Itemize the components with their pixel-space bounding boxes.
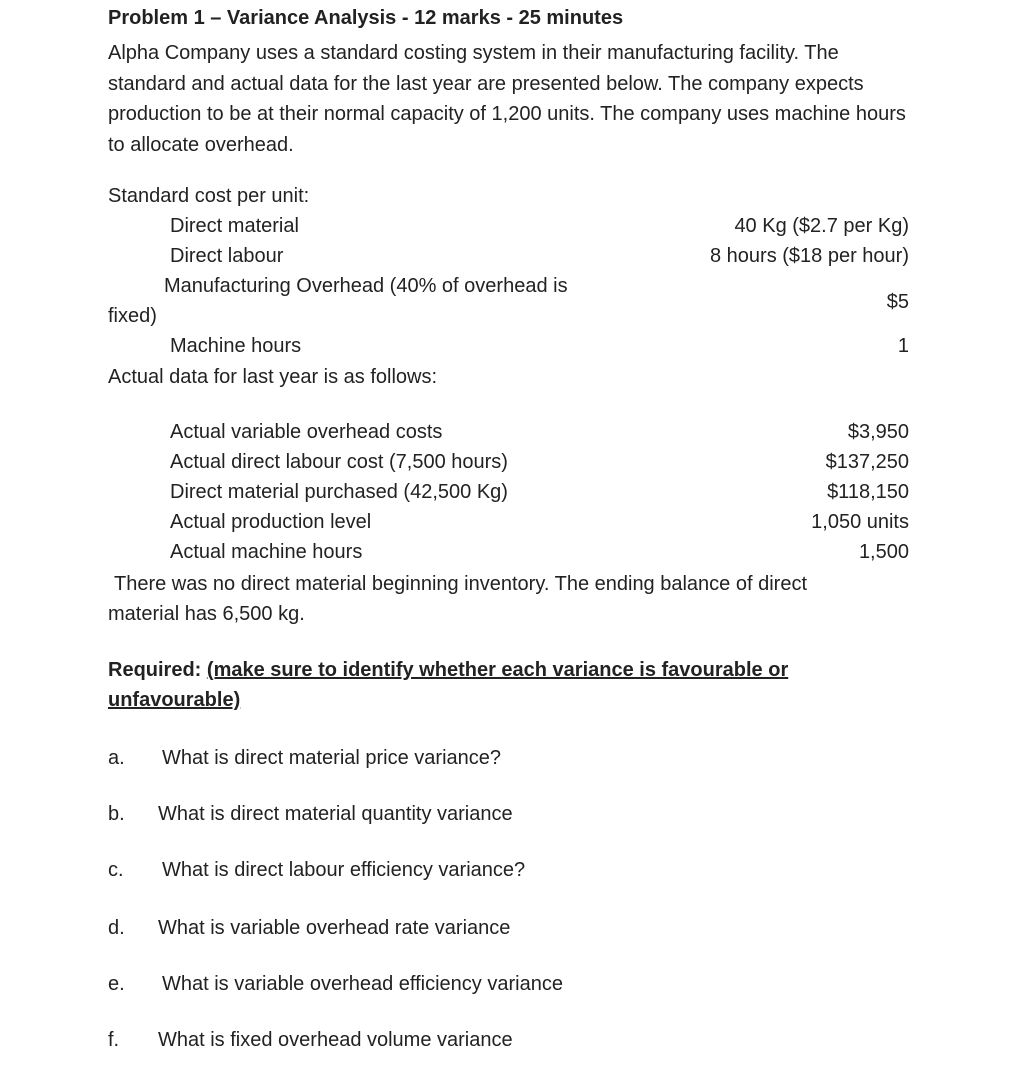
actual-heading: Actual data for last year is as follows:	[108, 366, 438, 388]
question-letter: b.	[108, 803, 125, 825]
problem-title: Problem 1 – Variance Analysis - 12 marks - 25 minutes	[108, 7, 624, 29]
intro-paragraph: Alpha Company uses a standard costing system in their manufacturing facility. The standard and actual data for the last year are presented below. The company expects production to be at their normal capacity of 1,200 units. The company uses machine hours to allocate overhead.	[108, 42, 906, 156]
dm-label: Direct material	[170, 215, 299, 237]
dl-label: Direct labour	[170, 245, 284, 267]
actual-row-value: 1,500	[858, 541, 909, 563]
required-prefix: Required:	[108, 659, 207, 681]
actual-row-value: $3,950	[847, 421, 909, 443]
required-line1	[108, 659, 788, 682]
standard-cost-heading: Standard cost per unit:	[108, 185, 310, 207]
inventory-note-line2: material has 6,500 kg.	[108, 603, 305, 625]
actual-row-value: $137,250	[825, 451, 909, 473]
question-letter: c.	[108, 859, 124, 881]
actual-row-value: $118,150	[827, 481, 909, 503]
moh-value: $5	[886, 291, 909, 313]
required-instruction: (make sure to identify whether each variance is favourable or	[206, 659, 789, 681]
question-text: What is direct material price variance?	[162, 747, 502, 769]
actual-row-label: Actual machine hours	[170, 541, 363, 563]
actual-row-label: Actual production level	[170, 511, 372, 533]
moh-label-line1: Manufacturing Overhead (40% of overhead is	[164, 275, 568, 297]
question-text: What is variable overhead rate variance	[158, 917, 511, 939]
actual-row-value: 1,050 units	[811, 511, 909, 533]
actual-row-label: Actual variable overhead costs	[170, 421, 443, 443]
question-text: What is direct material quantity variance	[158, 803, 513, 825]
question-letter: e.	[108, 973, 125, 995]
question-letter: f.	[108, 1029, 120, 1051]
moh-label-line2: fixed)	[108, 305, 157, 327]
dm-value: 40 Kg ($2.7 per Kg)	[734, 215, 909, 237]
inventory-note-line1: There was no direct material beginning inventory. The ending balance of direct	[114, 573, 807, 595]
question-text: What is variable overhead efficiency variance	[162, 973, 563, 995]
actual-row-label: Actual direct labour cost (7,500 hours)	[170, 451, 508, 473]
question-text: What is direct labour efficiency variance?	[162, 859, 526, 881]
mh-value: 1	[897, 335, 909, 357]
dl-value: 8 hours ($18 per hour)	[709, 245, 909, 267]
question-text: What is fixed overhead volume variance	[158, 1029, 513, 1051]
question-letter: a.	[108, 747, 125, 769]
question-letter: d.	[108, 917, 125, 939]
required-line2: unfavourable)	[108, 689, 241, 711]
mh-label: Machine hours	[170, 335, 302, 357]
actual-row-label: Direct material purchased (42,500 Kg)	[170, 481, 508, 503]
